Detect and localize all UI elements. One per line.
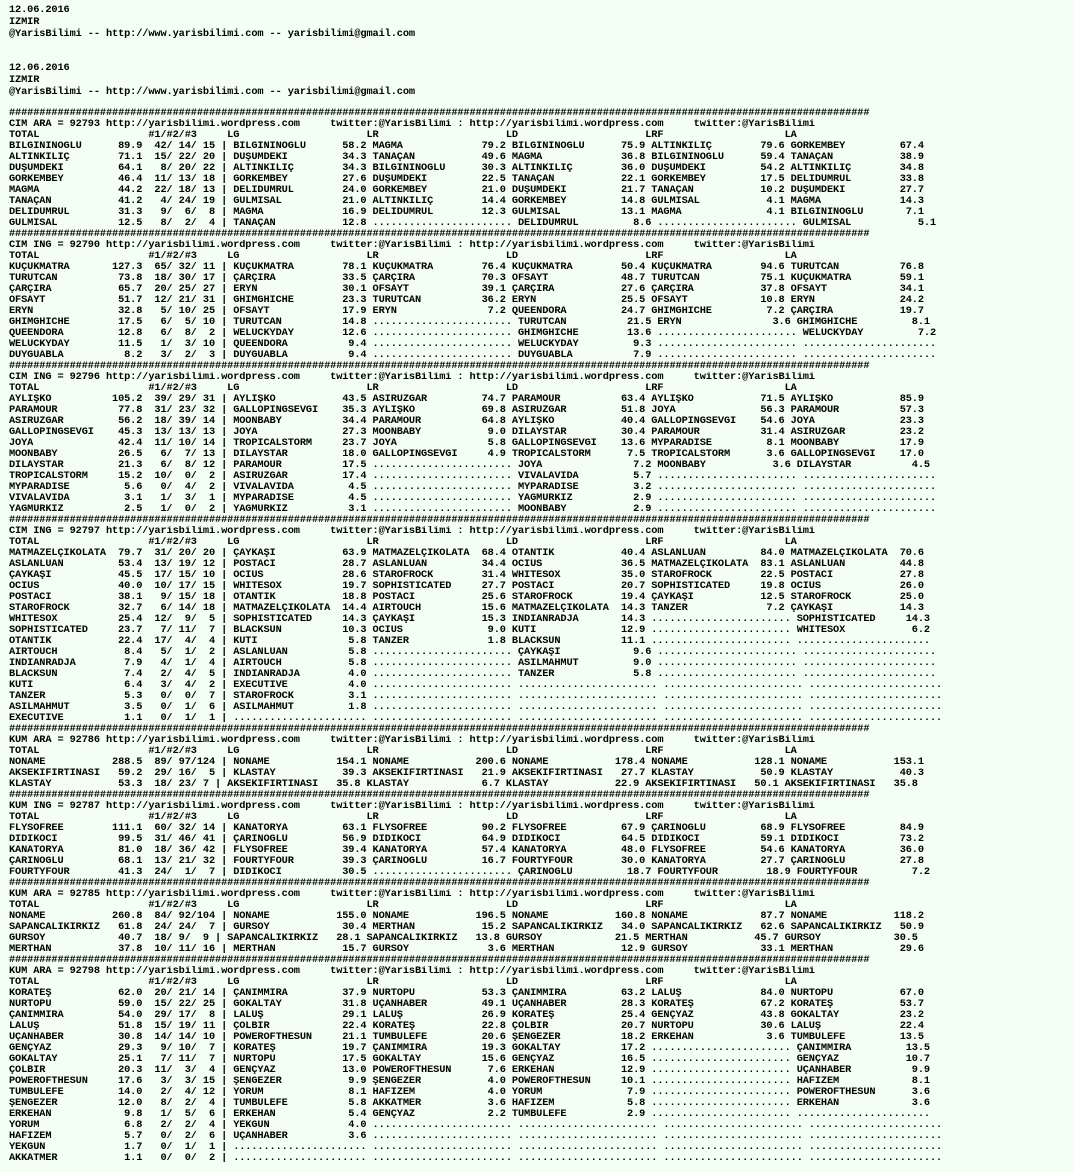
- separator-line: ##############################################################################################################################################: [9, 361, 870, 372]
- table-row: OCIUS 40.0 10/ 17/ 15 | WHITESOX 19.7 SOPHISTICATED 27.7 POSTACI 20.7 SOPHISTICATED 19.8 OCIUS 26.0: [9, 581, 924, 592]
- table-row: AIRTOUCH 8.4 5/ 1/ 2 | ASLANLUAN 5.8 ....................... ÇAYKAŞI 9.6 ....................... ......................: [9, 647, 937, 658]
- table-row: AKKATMER 1.1 0/ 0/ 2 | ...................... ....................... ....................... ....................... ......................: [9, 1153, 943, 1164]
- table-row: GALLOPINGSEVGI 45.3 13/ 13/ 13 | JOYA 27.3 MOONBABY 9.0 DILAYSTAR 30.4 PARAMOUR 31.4 ASIRÜZGAR 23.2: [9, 427, 924, 438]
- race-title: KUM ARA = 92786 http://yarisbilimi.wordpress.com twitter:@YarisBilimi : http://yarisbilimi.wordpress.com twitter:@YarisBilimi: [9, 735, 815, 746]
- race-section: [9, 801, 1074, 878]
- table-row: KUTI 6.4 3/ 4/ 2 | EXECUTIVE 4.0 ....................... ....................... ....................... ......................: [9, 680, 943, 691]
- race-title: CIM ING = 92796 http://yarisbilimi.wordpress.com twitter:@YarisBilimi : http://yarisbilimi.wordpress.com twitter:@YarisBilimi: [9, 372, 815, 383]
- table-row: NONAME 288.5 89/ 97/124 | NONAME 154.1 NONAME 200.6 NONAME 178.4 NONAME 128.1 NONAME 153.1: [9, 757, 924, 768]
- table-row: ERKEHAN 9.8 1/ 5/ 6 | ERKEHAN 5.4 GENÇYAZ 2.2 TUMBULEFE 2.9 ....................... ......................: [9, 1109, 930, 1120]
- column-header: TOTAL #1/#2/#3 LG LR LD LRF LA: [9, 251, 797, 262]
- table-row: GENÇYAZ 29.3 9/ 10/ 7 | KORATEŞ 19.7 ÇANIMMİRA 19.3 GÖKALTAY 17.2 ....................... ÇANIMMİRA 13.5: [9, 1043, 930, 1054]
- table-row: MOONBABY 26.5 6/ 7/ 13 | DILAYSTAR 18.0 GALLOPINGSEVGI 4.9 TROPICALSTORM 7.5 TROPICALSTORM 3.6 GALLOPINGSEVGI 17.0: [9, 449, 924, 460]
- race-section: [9, 526, 1074, 724]
- table-row: TUMBULEFE 14.0 2/ 4/ 12 | YORUM 8.1 HAFİZEM 4.0 YORUM 7.9 ....................... POWEROFTHESUN 3.6: [9, 1087, 930, 1098]
- table-row: WELUCKYDAY 11.5 1/ 3/ 10 | QUEENDORA 9.4 ....................... WELUCKYDAY 9.3 ....................... ......................: [9, 339, 937, 350]
- table-row: SAPANCALIKIRKIZ 61.8 24/ 24/ 7 | GÜRSOY 30.4 MERTHAN 15.2 SAPANCALIKIRKIZ 34.0 SAPANCALIKIRKIZ 62.6 SAPANCALIKIRKIZ 50.9: [9, 922, 924, 933]
- table-row: WHITESOX 25.4 12/ 9/ 5 | SOPHISTICATED 14.3 ÇAYKAŞI 15.3 INDIANRADJA 14.3 ....................... SOPHISTICATED 14.3: [9, 614, 930, 625]
- table-row: TANAÇAN 41.2 4/ 24/ 19 | GÜLMİSAL 21.0 ALTINKILIÇ 14.4 GÖRKEMBEY 14.8 GÜLMİSAL 4.1 MAGMA 14.3: [9, 196, 924, 207]
- race-section: [9, 889, 1074, 955]
- table-row: TÜRÜTCAN 73.8 18/ 30/ 17 | ÇARÇIRA 33.5 ÇARÇIRA 70.3 OFSAYT 48.7 TÜRÜTCAN 75.1 KÜÇÜKMATRA 59.1: [9, 273, 924, 284]
- header-city: IZMIR: [9, 74, 40, 86]
- table-row: POSTACI 38.1 9/ 15/ 18 | OTANTİK 18.8 POSTACI 25.6 STAROFROCK 19.4 ÇAYKAŞI 12.5 STAROFROCK 25.0: [9, 592, 924, 603]
- table-row: TANZER 5.3 0/ 0/ 7 | STAROFROCK 3.1 ....................... ....................... ....................... ......................: [9, 691, 943, 702]
- race-section: [9, 119, 1074, 229]
- table-row: DELİDUMRUL 31.3 9/ 6/ 8 | MAGMA 16.9 DELİDUMRUL 12.3 GÜLMİSAL 13.1 MAGMA 4.1 BILGININOĞLU 7.1: [9, 207, 924, 218]
- table-row: YEKGUN 1.7 0/ 1/ 1 | ...................... ....................... ....................... ....................... ......................: [9, 1142, 943, 1153]
- table-row: GÖKALTAY 25.1 7/ 11/ 7 | NURTOPU 17.5 GÖKALTAY 15.6 GENÇYAZ 16.5 ....................... GENÇYAZ 10.7: [9, 1054, 930, 1065]
- table-row: ŞENGEZER 12.0 8/ 2/ 4 | TUMBULEFE 5.8 AKKATMER 3.6 HAFİZEM 5.8 ....................... ERKEHAN 3.6: [9, 1098, 930, 1109]
- race-title: CIM ARA = 92793 http://yarisbilimi.wordpress.com twitter:@YarisBilimi : http://yarisbilimi.wordpress.com twitter:@YarisBilimi: [9, 119, 815, 130]
- table-row: KLASTAY 53.3 18/ 23/ 7 | AKSEKIFIRTINASI 35.8 KLASTAY 6.7 KLASTAY 22.9 AKSEKIFIRTINASI 50.1 AKSEKIFIRTINASI 35.8: [9, 779, 918, 790]
- table-row: AYLİŞKO 105.2 39/ 29/ 31 | AYLİŞKO 43.5 ASIRÜZGAR 74.7 PARAMOUR 63.4 AYLİŞKO 71.5 AYLİŞKO 85.9: [9, 394, 924, 405]
- table-row: DÜŞÜMDEKİ 64.1 8/ 20/ 22 | ALTINKILIÇ 34.3 BILGININOĞLU 30.3 ALTINKILIÇ 36.0 DÜŞÜMDEKİ 54.2 ALTINKILIÇ 34.8: [9, 163, 924, 174]
- race-section: [9, 966, 1074, 1164]
- table-row: MAGMA 44.2 22/ 18/ 13 | DELİDUMRUL 24.0 GÖRKEMBEY 21.0 DÜŞÜMDEKİ 21.7 TANAÇAN 10.2 DÜŞÜMDEKİ 27.7: [9, 185, 924, 196]
- table-row: ÇAYKAŞI 45.5 17/ 15/ 10 | OCIUS 28.6 STAROFROCK 31.4 WHITESOX 35.0 STAROFROCK 22.5 POSTACI 27.8: [9, 570, 924, 581]
- table-row: ÇANIMMİRA 54.0 29/ 17/ 8 | LALUŞ 29.1 LALUŞ 26.9 KORATEŞ 25.4 GENÇYAZ 43.8 GÖKALTAY 23.2: [9, 1010, 924, 1021]
- table-row: KANATORYA 81.0 18/ 36/ 42 | FLYSOFREE 39.4 KANATORYA 57.4 KANATORYA 48.0 FLYSOFREE 54.6 KANATORYA 36.0: [9, 845, 924, 856]
- table-row: GHIMGHICHE 17.5 6/ 5/ 10 | TÜRÜTCAN 14.8 ....................... TÜRÜTCAN 21.5 ERYN 3.6 GHIMGHICHE 8.1: [9, 317, 930, 328]
- race-title: CIM ING = 92790 http://yarisbilimi.wordpress.com twitter:@YarisBilimi : http://yarisbilimi.wordpress.com twitter:@YarisBilimi: [9, 240, 815, 251]
- table-row: EXECUTIVE 1.1 0/ 1/ 1 | ...................... ....................... ....................... ....................... ......................: [9, 713, 943, 724]
- table-row: ASLANLUAN 53.4 13/ 19/ 12 | POSTACI 28.7 ASLANLUAN 34.4 OCIUS 36.5 MATMAZELÇİKOLATA 83.1 ASLANLUAN 44.8: [9, 559, 924, 570]
- table-row: MATMAZELÇİKOLATA 79.7 31/ 20/ 20 | ÇAYKAŞI 63.9 MATMAZELÇİKOLATA 68.4 OTANTİK 40.4 ASLANLUAN 84.0 MATMAZELÇİKOLATA 70.6: [9, 548, 924, 559]
- header-block: [9, 62, 1074, 98]
- table-row: DILAYSTAR 21.3 6/ 8/ 12 | PARAMOUR 17.5 ....................... JOYA 7.2 MOONBABY 3.6 DILAYSTAR 4.5: [9, 460, 930, 471]
- table-row: GÜLMİSAL 12.5 8/ 2/ 4 | TANAÇAN 12.8 ....................... DELİDUMRUL 8.6 ....................... GÜLMİSAL 5.1: [9, 218, 937, 229]
- header-date: 12.06.2016: [9, 4, 70, 16]
- column-header: TOTAL #1/#2/#3 LG LR LD LRF LA: [9, 537, 797, 548]
- separator-line: ##############################################################################################################################################: [9, 724, 870, 735]
- race-title: CIM ING = 92797 http://yarisbilimi.wordpress.com twitter:@YarisBilimi : http://yarisbilimi.wordpress.com twitter:@YarisBilimi: [9, 526, 815, 537]
- table-row: FOURTYFOUR 41.3 24/ 1/ 7 | DİDİKOCİ 30.5 ....................... ÇARINOĞLU 18.7 FOURTYFOUR 18.9 FOURTYFOUR 7.2: [9, 867, 930, 878]
- table-row: TROPICALSTORM 15.2 10/ 0/ 2 | ASIRÜZGAR 17.4 ....................... VIVALAVIDA 5.7 ....................... ......................: [9, 471, 937, 482]
- race-sections: [9, 108, 1074, 1164]
- table-row: PARAMOUR 77.8 31/ 23/ 32 | GALLOPINGSEVGI 35.3 AYLİŞKO 69.8 ASIRÜZGAR 51.8 JOYA 56.3 PARAMOUR 57.3: [9, 405, 924, 416]
- table-row: ALTINKILIÇ 71.1 15/ 22/ 20 | DÜŞÜMDEKİ 34.3 TANAÇAN 49.6 MAGMA 36.8 BILGININOĞLU 59.4 TANAÇAN 38.9: [9, 152, 924, 163]
- separator-line: ##############################################################################################################################################: [9, 878, 870, 889]
- header-contact: @YarisBilimi -- http://www.yarisbilimi.com -- yarisbilimi@gmail.com: [9, 28, 415, 40]
- column-header: TOTAL #1/#2/#3 LG LR LD LRF LA: [9, 746, 797, 757]
- table-row: FLYSOFREE 111.1 60/ 32/ 14 | KANATORYA 63.1 FLYSOFREE 90.2 FLYSOFREE 67.9 ÇARINOĞLU 68.9 FLYSOFREE 84.9: [9, 823, 924, 834]
- table-row: ASIRÜZGAR 56.2 18/ 39/ 14 | MOONBABY 34.4 PARAMOUR 64.8 AYLİŞKO 40.4 GALLOPINGSEVGI 54.6 JOYA 23.3: [9, 416, 924, 427]
- table-row: DİDİKOCİ 99.5 31/ 46/ 41 | ÇARINOĞLU 56.9 DİDİKOCİ 64.9 DİDİKOCİ 64.5 DİDİKOCİ 59.1 DİDİKOCİ 73.2: [9, 834, 924, 845]
- race-section: [9, 735, 1074, 790]
- table-row: ASILMAHMUT 3.5 0/ 1/ 6 | ASILMAHMUT 1.8 ....................... ....................... ....................... ......................: [9, 702, 943, 713]
- table-row: YAGMURKIZ 2.5 1/ 0/ 2 | YAGMURKIZ 3.1 ....................... MOONBABY 2.9 ....................... ......................: [9, 504, 937, 515]
- column-header: TOTAL #1/#2/#3 LG LR LD LRF LA: [9, 900, 797, 911]
- table-row: STAROFROCK 32.7 6/ 14/ 18 | MATMAZELÇİKOLATA 14.4 AIRTOUCH 15.6 MATMAZELÇİKOLATA 14.3 TANZER 7.2 ÇAYKAŞI 14.3: [9, 603, 924, 614]
- table-row: YORUM 6.8 2/ 2/ 4 | YEKGUN 4.0 ....................... ....................... ....................... ......................: [9, 1120, 943, 1131]
- table-row: NONAME 260.8 84/ 92/104 | NONAME 155.0 NONAME 196.5 NONAME 160.8 NONAME 87.7 NONAME 118.2: [9, 911, 924, 922]
- table-row: INDIANRADJA 7.9 4/ 1/ 4 | AIRTOUCH 5.8 ....................... ASILMAHMUT 9.0 ....................... ......................: [9, 658, 937, 669]
- header-date: 12.06.2016: [9, 62, 70, 74]
- table-row: KÜÇÜKMATRA 127.3 65/ 32/ 11 | KÜÇÜKMATRA 78.1 KÜÇÜKMATRA 76.4 KÜÇÜKMATRA 50.4 KÜÇÜKMATRA 94.6 TÜRÜTCAN 76.8: [9, 262, 924, 273]
- table-row: BILGININOĞLU 89.9 42/ 14/ 15 | BILGININOĞLU 58.2 MAGMA 79.2 BILGININOĞLU 75.9 ALTINKILIÇ 79.6 GÖRKEMBEY 67.4: [9, 141, 924, 152]
- race-title: KUM ARA = 92785 http://yarisbilimi.wordpress.com twitter:@YarisBilimi : http://yarisbilimi.wordpress.com twitter:@YarisBilimi: [9, 889, 815, 900]
- table-row: MERTHAN 37.8 10/ 11/ 16 | MERTHAN 15.7 GÜRSOY 3.6 MERTHAN 12.9 GÜRSOY 33.1 MERTHAN 29.6: [9, 944, 924, 955]
- table-row: ERYN 32.8 5/ 10/ 25 | OFSAYT 17.9 ERYN 7.2 QUEENDORA 24.7 GHIMGHICHE 7.2 ÇARÇIRA 19.7: [9, 306, 924, 317]
- separator-line: ##############################################################################################################################################: [9, 790, 870, 801]
- table-row: ÇOLBİR 20.3 11/ 3/ 4 | GENÇYAZ 13.0 POWEROFTHESUN 7.6 ERKEHAN 12.9 ....................... UÇANHABER 9.9: [9, 1065, 930, 1076]
- table-row: GÜRSOY 40.7 18/ 9/ 9 | SAPANCALIKIRKIZ 28.1 SAPANCALIKIRKIZ 13.8 GÜRSOY 21.5 MERTHAN 45.7 GÜRSOY 30.5: [9, 933, 918, 944]
- column-header: TOTAL #1/#2/#3 LG LR LD LRF LA: [9, 977, 797, 988]
- table-row: MYPARADISE 5.6 0/ 4/ 2 | VIVALAVIDA 4.5 ....................... MYPARADISE 3.2 ....................... ......................: [9, 482, 937, 493]
- column-header: TOTAL #1/#2/#3 LG LR LD LRF LA: [9, 130, 797, 141]
- table-row: DUYGUABLA 8.2 3/ 2/ 3 | DUYGUABLA 9.4 ....................... DUYGUABLA 7.9 ....................... ......................: [9, 350, 937, 361]
- table-row: BLACKSUN 7.4 2/ 4/ 5 | INDIANRADJA 4.0 ....................... TANZER 5.8 ....................... ......................: [9, 669, 937, 680]
- separator-line: ##############################################################################################################################################: [9, 515, 870, 526]
- table-row: POWEROFTHESUN 17.6 3/ 3/ 15 | ŞENGEZER 9.9 ŞENGEZER 4.0 POWEROFTHESUN 10.1 ....................... HAFİZEM 8.1: [9, 1076, 930, 1087]
- table-row: SOPHISTICATED 23.7 7/ 11/ 7 | BLACKSUN 10.3 OCIUS 9.0 KUTI 12.9 ....................... WHITESOX 6.2: [9, 625, 930, 636]
- table-row: OFSAYT 51.7 12/ 21/ 31 | GHIMGHICHE 23.3 TÜRÜTCAN 36.2 ERYN 25.5 OFSAYT 10.8 ERYN 24.2: [9, 295, 924, 306]
- table-row: KORATEŞ 62.0 20/ 21/ 14 | ÇANIMMİRA 37.9 NURTOPU 53.3 ÇANIMMİRA 63.2 LALUŞ 84.0 NURTOPU 67.0: [9, 988, 924, 999]
- separator-line: ##############################################################################################################################################: [9, 229, 870, 240]
- table-row: ÇARÇIRA 65.7 20/ 25/ 27 | ERYN 30.1 OFSAYT 39.1 ÇARÇIRA 27.6 ÇARÇIRA 37.8 OFSAYT 34.1: [9, 284, 924, 295]
- race-section: [9, 372, 1074, 515]
- table-row: OTANTİK 22.4 17/ 4/ 4 | KUTI 5.8 TANZER 1.8 BLACKSUN 11.1 ....................... ......................: [9, 636, 930, 647]
- table-row: VIVALAVIDA 3.1 1/ 3/ 1 | MYPARADISE 4.5 ....................... YAGMURKIZ 2.9 ....................... ......................: [9, 493, 937, 504]
- table-row: JOYA 42.4 11/ 10/ 14 | TROPICALSTORM 23.7 JOYA 5.8 GALLOPINGSEVGI 13.6 MYPARADISE 8.1 MOONBABY 17.9: [9, 438, 924, 449]
- separator-line: ##############################################################################################################################################: [9, 955, 870, 966]
- table-row: QUEENDORA 12.8 6/ 8/ 2 | WELUCKYDAY 12.6 ....................... GHIMGHICHE 13.6 ....................... WELUCKYDAY 7.2: [9, 328, 937, 339]
- table-row: ÇARINOĞLU 68.1 13/ 21/ 32 | FOURTYFOUR 39.3 ÇARINOĞLU 16.7 FOURTYFOUR 30.0 KANATORYA 27.7 ÇARINOĞLU 27.8: [9, 856, 924, 867]
- table-row: LALUŞ 51.8 15/ 19/ 11 | ÇOLBİR 22.4 KORATEŞ 22.8 ÇOLBİR 20.7 NURTOPU 30.6 LALUŞ 22.4: [9, 1021, 924, 1032]
- header-block: [9, 4, 1074, 40]
- table-row: UÇANHABER 30.8 14/ 14/ 10 | POWEROFTHESUN 21.1 TUMBULEFE 20.6 ŞENGEZER 18.2 ERKEHAN 3.6 TUMBULEFE 13.5: [9, 1032, 924, 1043]
- race-title: KUM ING = 92787 http://yarisbilimi.wordpress.com twitter:@YarisBilimi : http://yarisbilimi.wordpress.com twitter:@YarisBilimi: [9, 801, 815, 812]
- separator-line: ##############################################################################################################################################: [9, 108, 870, 119]
- header-contact: @YarisBilimi -- http://www.yarisbilimi.com -- yarisbilimi@gmail.com: [9, 86, 415, 98]
- table-row: GÖRKEMBEY 46.4 11/ 13/ 18 | GÖRKEMBEY 27.6 DÜŞÜMDEKİ 22.5 TANAÇAN 22.1 GÖRKEMBEY 17.5 DELİDUMRUL 33.8: [9, 174, 924, 185]
- table-row: HAFİZEM 5.7 0/ 2/ 6 | UÇANHABER 3.6 ....................... ....................... ....................... ......................: [9, 1131, 943, 1142]
- race-section: [9, 240, 1074, 361]
- column-header: TOTAL #1/#2/#3 LG LR LD LRF LA: [9, 383, 797, 394]
- race-title: KUM ARA = 92798 http://yarisbilimi.wordpress.com twitter:@YarisBilimi : http://yarisbilimi.wordpress.com twitter:@YarisBilimi: [9, 966, 815, 977]
- table-row: AKSEKIFIRTINASI 59.2 29/ 16/ 5 | KLASTAY 39.3 AKSEKIFIRTINASI 21.9 AKSEKIFIRTINASI 27.7 KLASTAY 50.9 KLASTAY 40.3: [9, 768, 924, 779]
- column-header: TOTAL #1/#2/#3 LG LR LD LRF LA: [9, 812, 797, 823]
- table-row: NURTOPU 59.0 15/ 22/ 25 | GÖKALTAY 31.8 UÇANHABER 49.1 UÇANHABER 28.3 KORATEŞ 67.2 KORATEŞ 53.7: [9, 999, 924, 1010]
- header-city: IZMIR: [9, 16, 40, 28]
